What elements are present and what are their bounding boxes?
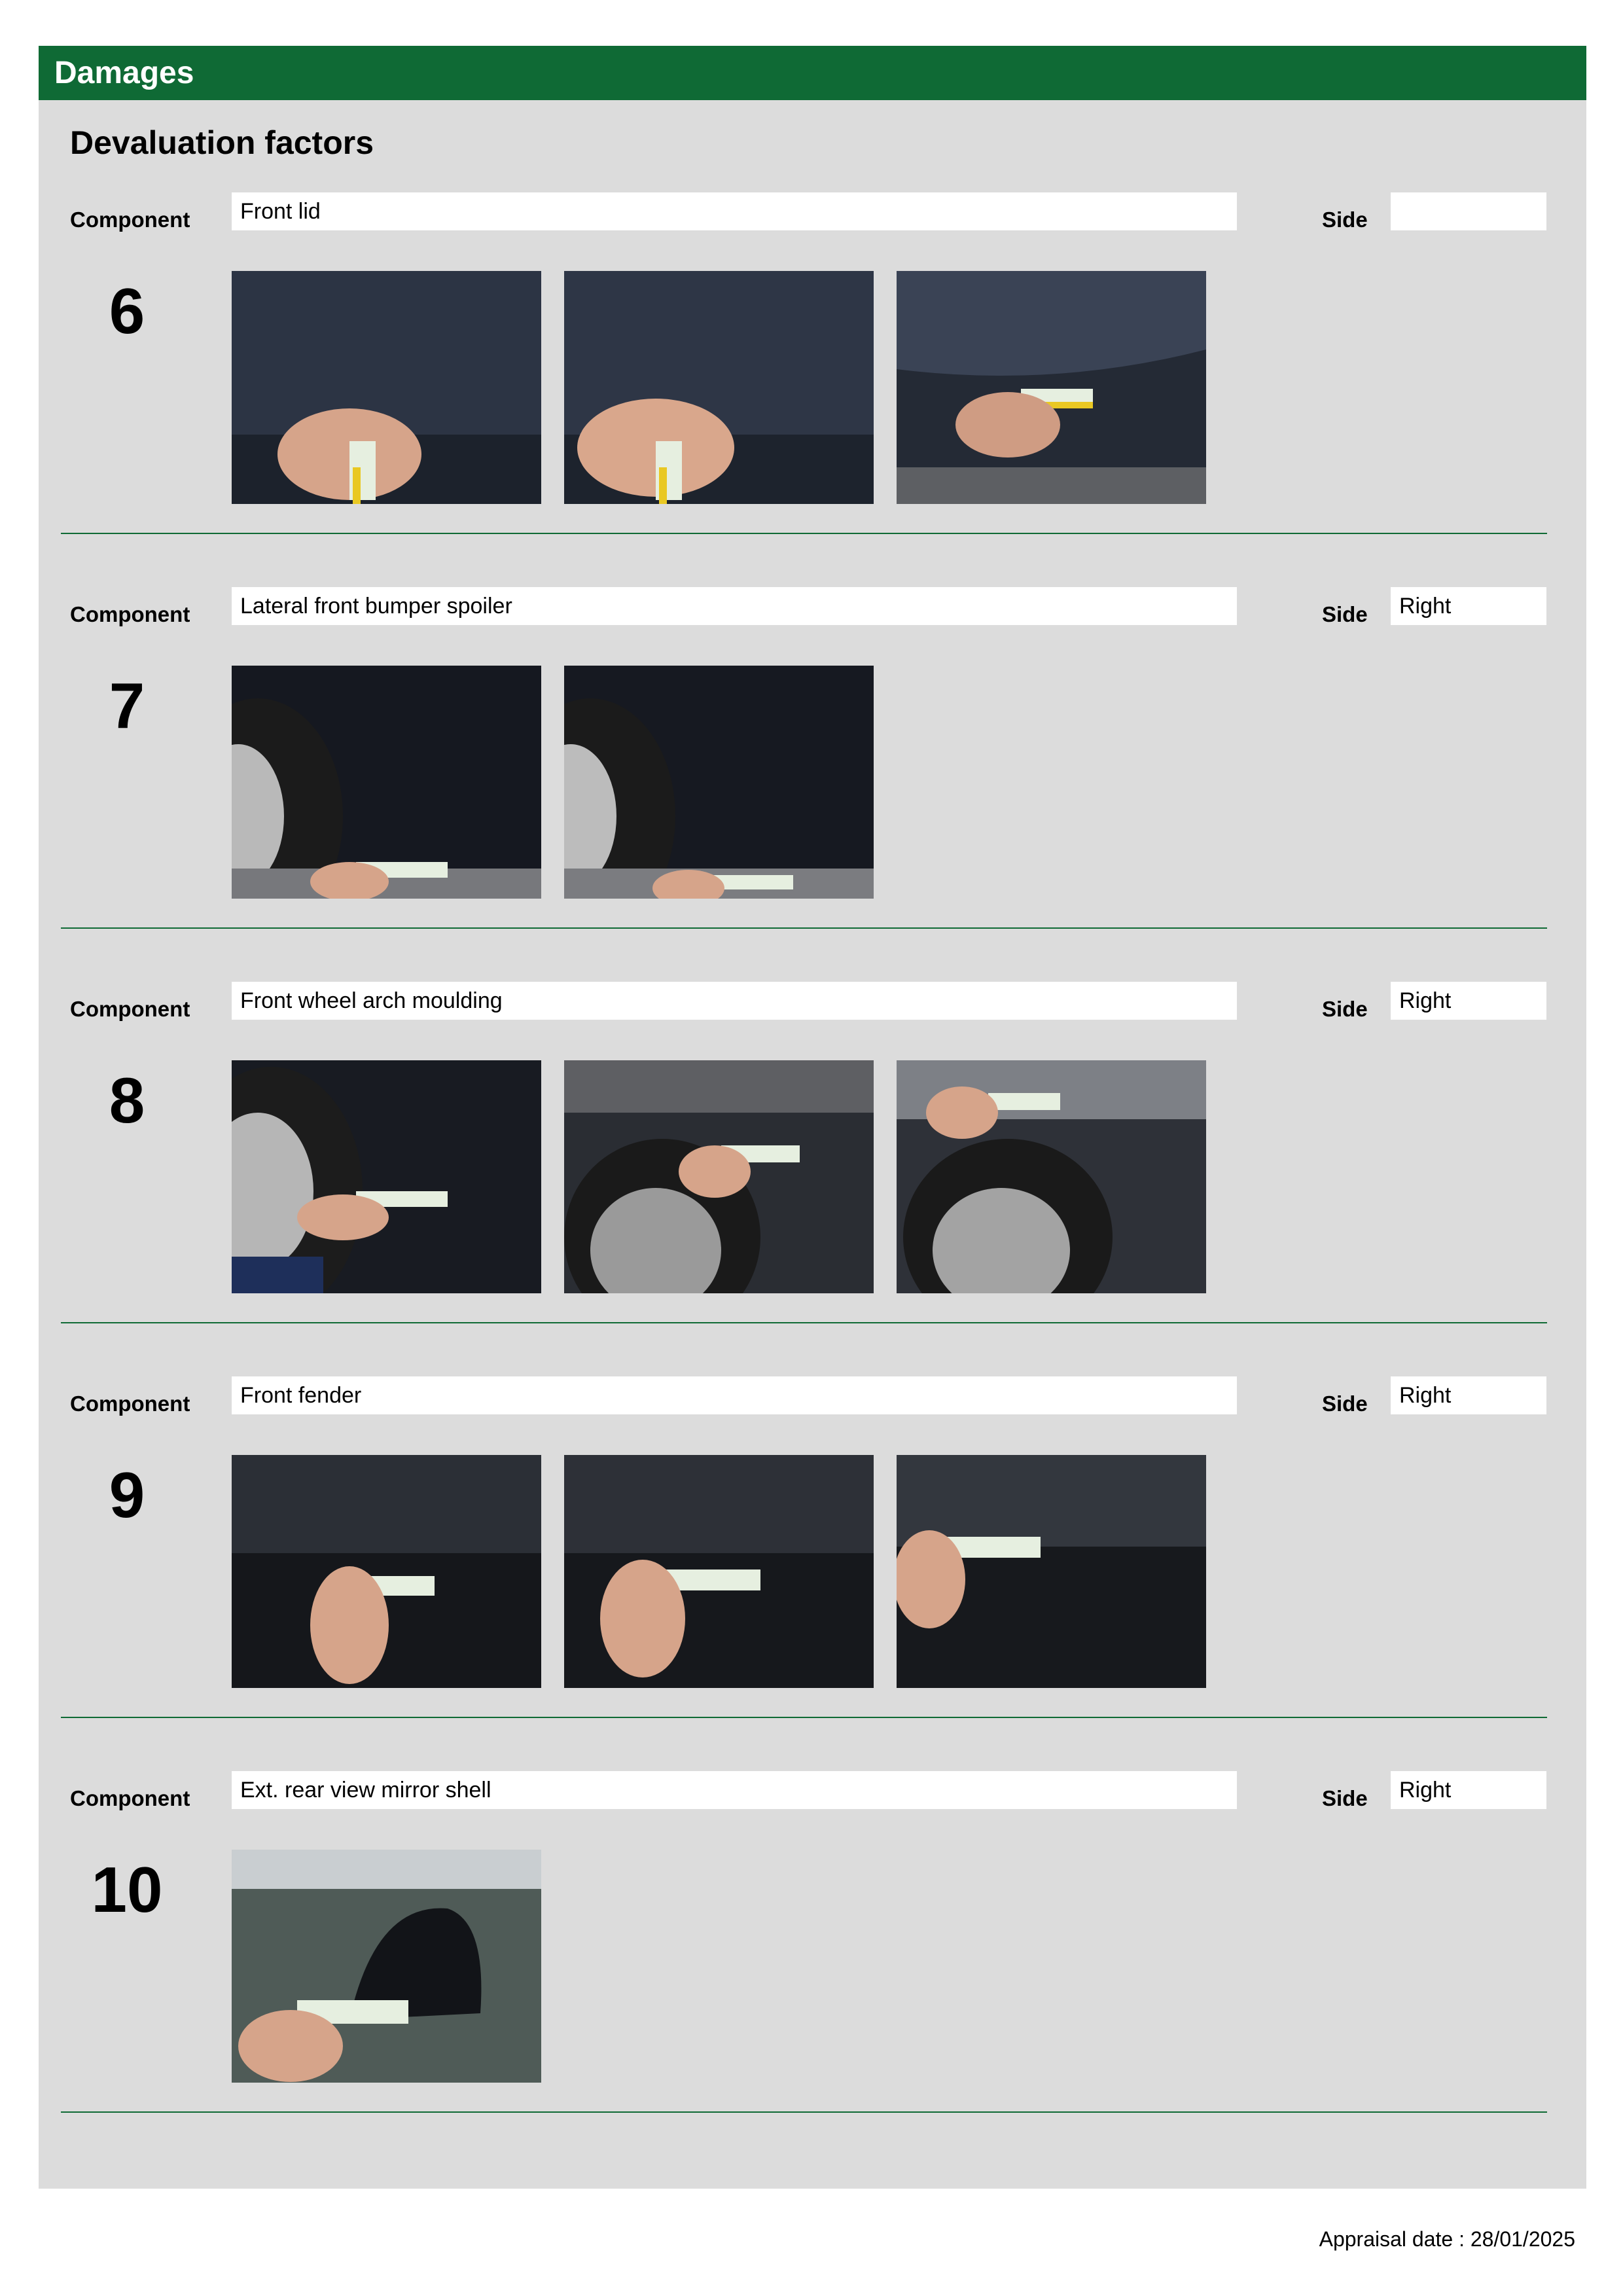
entry-divider — [61, 2111, 1547, 2113]
damage-photo[interactable] — [564, 666, 874, 899]
header-title: Damages — [54, 56, 194, 90]
component-field: Lateral front bumper spoiler — [232, 587, 1237, 625]
damages-header — [39, 46, 1586, 100]
damage-entry — [39, 889, 1586, 1283]
component-label: Component — [70, 997, 190, 1021]
damage-number: 8 — [109, 1064, 145, 1136]
side-field: Right — [1391, 1771, 1546, 1809]
component-label: Component — [70, 602, 190, 626]
component-field: Front wheel arch moulding — [232, 982, 1237, 1020]
damage-entry — [39, 1679, 1586, 2073]
damage-number: 9 — [109, 1459, 145, 1531]
damage-number: 7 — [109, 670, 145, 742]
damage-photo[interactable] — [897, 1060, 1206, 1293]
damage-number: 6 — [109, 275, 145, 347]
damage-photo[interactable] — [564, 1455, 874, 1688]
side-field: Right — [1391, 587, 1546, 625]
side-label: Side — [1322, 207, 1368, 232]
appraisal-date: Appraisal date : 28/01/2025 — [1319, 2227, 1575, 2251]
damage-photo[interactable] — [564, 1060, 874, 1293]
side-field — [1391, 192, 1546, 230]
damage-photo[interactable] — [232, 1850, 541, 2083]
damage-photo[interactable] — [232, 1455, 541, 1688]
damage-photo[interactable] — [897, 271, 1206, 504]
side-label: Side — [1322, 602, 1368, 626]
damage-photo[interactable] — [232, 271, 541, 504]
side-label: Side — [1322, 1786, 1368, 1810]
section-title: Devaluation factors — [70, 124, 374, 161]
damages-panel — [39, 100, 1586, 2189]
damage-number: 10 — [91, 1854, 163, 1926]
side-field: Right — [1391, 1376, 1546, 1414]
component-label: Component — [70, 1786, 190, 1810]
component-label: Component — [70, 1391, 190, 1416]
damage-photo[interactable] — [232, 1060, 541, 1293]
component-field: Front fender — [232, 1376, 1237, 1414]
side-label: Side — [1322, 1391, 1368, 1416]
component-field: Front lid — [232, 192, 1237, 230]
damage-photo[interactable] — [897, 1455, 1206, 1688]
damage-entry — [39, 495, 1586, 889]
damage-photo[interactable] — [564, 271, 874, 504]
side-label: Side — [1322, 997, 1368, 1021]
component-field: Ext. rear view mirror shell — [232, 1771, 1237, 1809]
damage-entry — [39, 100, 1586, 494]
damage-entry — [39, 1284, 1586, 1678]
side-field: Right — [1391, 982, 1546, 1020]
damage-photo[interactable] — [232, 666, 541, 899]
component-label: Component — [70, 207, 190, 232]
